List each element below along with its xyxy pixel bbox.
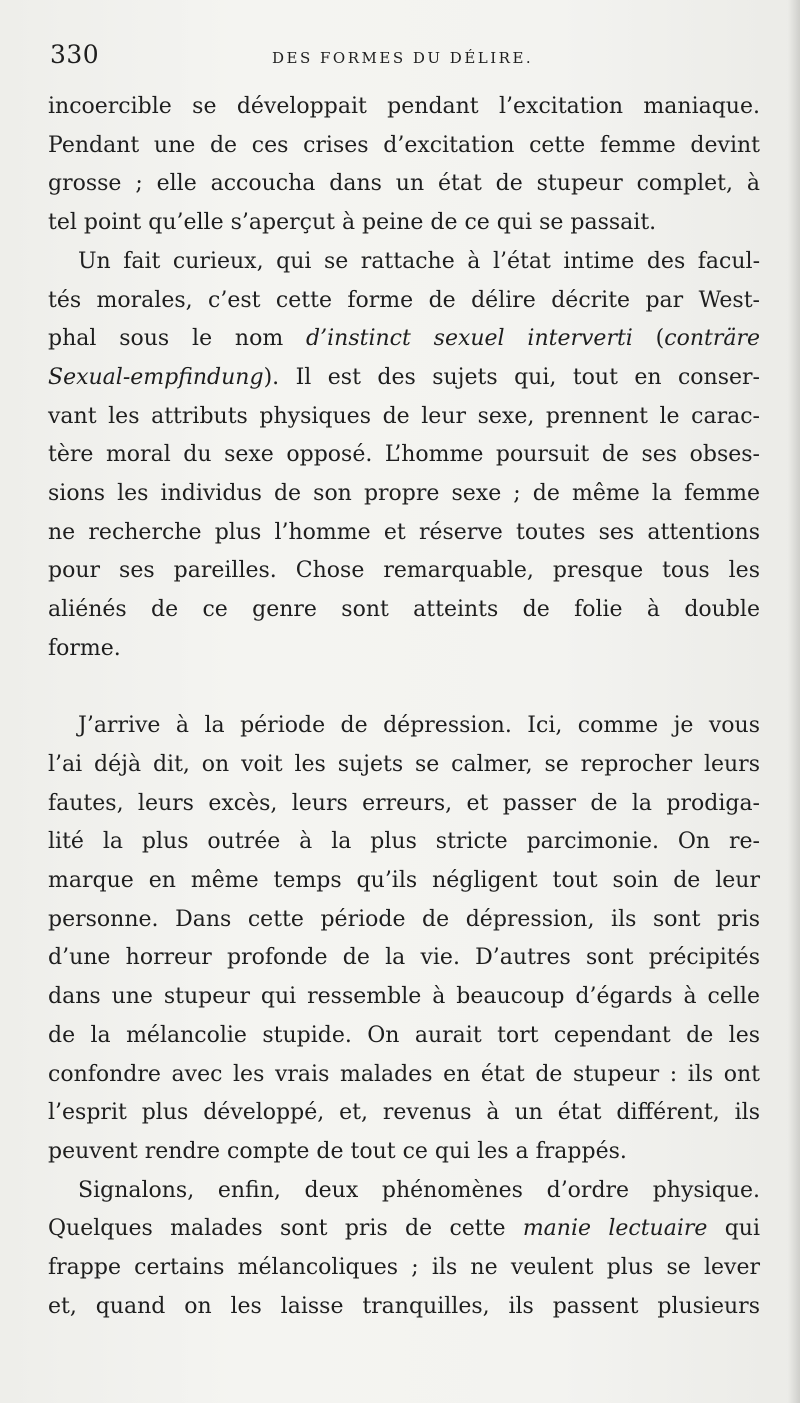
text-line: grosse ; elle accoucha dans un état de stupeur complet, à — [48, 171, 760, 197]
text-run: ( — [632, 326, 665, 352]
italic-term: conträre — [664, 326, 761, 352]
text-line: dans une stupeur qui ressemble à beaucoup d’égards à celle — [48, 984, 760, 1010]
text-line: lité la plus outrée à la plus stricte parcimonie. On re- — [48, 829, 760, 855]
text-run: Quelques malades sont pris de cette — [48, 1216, 523, 1242]
italic-term: Sexual-empfindung — [48, 364, 264, 390]
text-line: forme. — [48, 635, 121, 661]
text-line: incoercible se développait pendant l’excitation maniaque. — [48, 94, 760, 119]
text-line: vant les attributs physiques de leur sexe, prennent le carac- — [48, 403, 760, 429]
text-line: sions les individus de son propre sexe ; de même la femme — [48, 481, 760, 507]
text-run: phal sous le nom — [48, 326, 307, 352]
text-line: tel point qu’elle s’aperçut à peine de ce qui se passait. — [48, 210, 657, 236]
page-edge-shadow — [788, 0, 800, 1403]
text-line — [48, 320, 760, 359]
page-number: 330 — [50, 40, 100, 69]
text-line: marque en même temps qu’ils négligent tout soin de leur — [48, 868, 760, 894]
text-line: J’arrive à la période de dépression. Ici, comme je vous — [78, 713, 760, 739]
italic-term: d’instinct sexuel interverti — [306, 326, 633, 352]
text-line — [48, 359, 760, 398]
text-line: aliénés de ce genre sont atteints de folie à double — [48, 597, 760, 623]
text-line: Pendant une de ces crises d’excitation cette femme devint — [48, 132, 760, 158]
italic-term: manie lectuaire — [522, 1216, 708, 1242]
text-line: fautes, leurs excès, leurs erreurs, et passer de la prodiga- — [48, 790, 760, 816]
paragraph-gap — [48, 669, 760, 708]
text-line: l’esprit plus développé, et, revenus à un état différent, ils — [48, 1100, 760, 1126]
running-title: DES FORMES DU DÉLIRE. — [272, 49, 534, 67]
running-header — [50, 40, 765, 80]
text-run: ). Il est des sujets qui, tout en conser- — [263, 364, 760, 390]
text-line: Signalons, enfin, deux phénomènes d’ordre physique. — [78, 1177, 760, 1203]
text-line: frappe certains mélancoliques ; ils ne veulent plus se lever — [48, 1255, 760, 1281]
text-line: de la mélancolie stupide. On aurait tort cependant de les — [48, 1022, 760, 1048]
text-line: confondre avec les vrais malades en état de stupeur : ils ont — [48, 1061, 760, 1087]
text-line: ne recherche plus l’homme et réserve toutes ses attentions — [48, 519, 760, 545]
body-text — [48, 88, 760, 1326]
text-line: Un fait curieux, qui se rattache à l’état intime des facul- — [78, 248, 760, 274]
text-line: l’ai déjà dit, on voit les sujets se calmer, se reprocher leurs — [48, 751, 760, 777]
text-line: personne. Dans cette période de dépression, ils sont pris — [48, 906, 760, 932]
text-line: tère moral du sexe opposé. L’homme poursuit de ses obses- — [48, 442, 760, 468]
text-run: qui — [707, 1216, 761, 1242]
text-line: peuvent rendre compte de tout ce qui les a frappés. — [48, 1138, 627, 1164]
text-line: d’une horreur profonde de la vie. D’autres sont précipités — [48, 945, 760, 971]
text-line: pour ses pareilles. Chose remarquable, presque tous les — [48, 558, 760, 584]
text-line: et, quand on les laisse tranquilles, ils passent plusieurs — [48, 1293, 760, 1319]
text-line — [48, 1210, 760, 1249]
text-line: tés morales, c’est cette forme de délire décrite par West- — [48, 287, 760, 313]
